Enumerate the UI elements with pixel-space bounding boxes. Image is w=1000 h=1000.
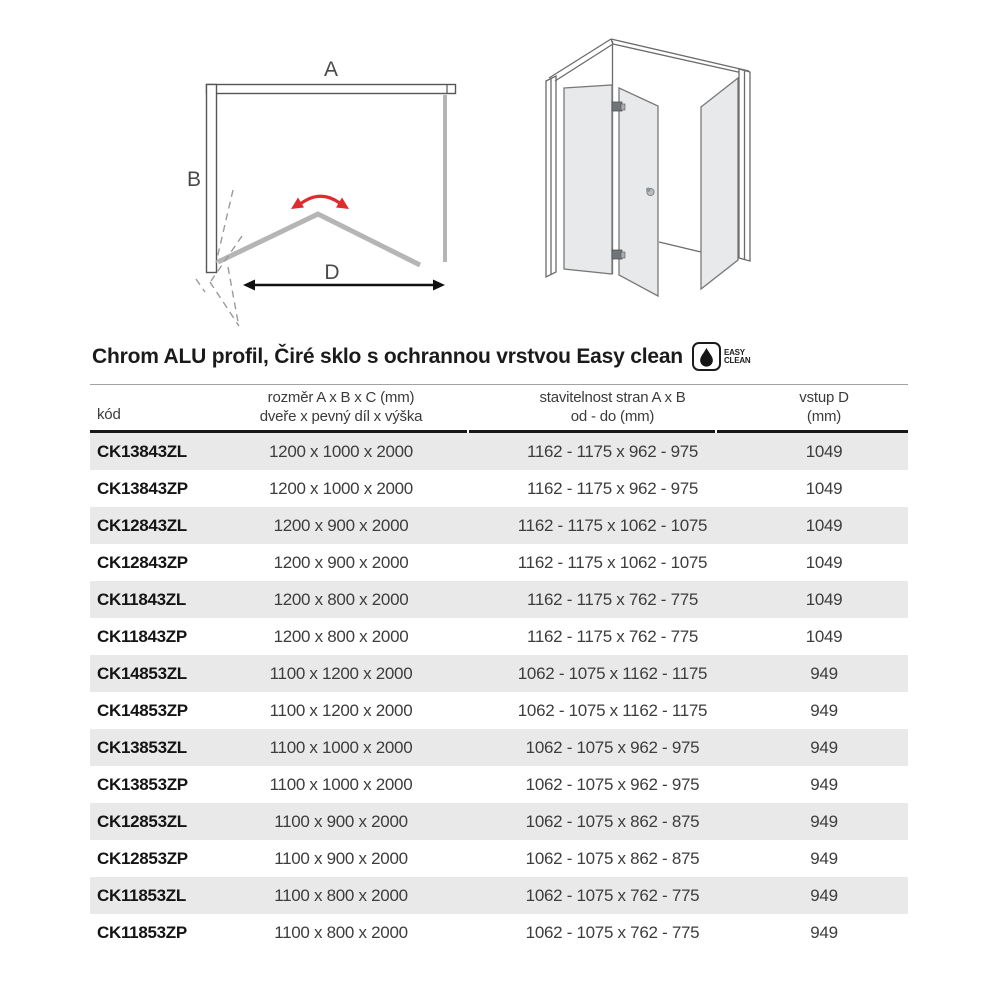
table-row (90, 914, 908, 951)
dimension-label-b: B (186, 168, 202, 191)
cell-rozmer: 1100 x 1000 x 2000 (269, 737, 413, 757)
cell-rozmer: 1200 x 900 x 2000 (273, 515, 409, 535)
easy-clean-badge (692, 342, 751, 371)
cell-rozmer: 1100 x 900 x 2000 (274, 848, 408, 868)
table-row (90, 470, 908, 507)
cell-kod: CK11853ZL (97, 885, 186, 905)
swing-arrow-icon (291, 196, 349, 209)
cell-stavitelnost: 1162 - 1175 x 762 - 775 (526, 589, 699, 609)
table-row (90, 729, 908, 766)
cell-kod: CK12853ZP (97, 848, 188, 868)
cell-stavitelnost: 1062 - 1075 x 1162 - 1175 (517, 663, 708, 683)
wall-top-profile (207, 85, 456, 94)
fixed-glass-panel (564, 85, 612, 274)
cell-vstup: 1049 (805, 478, 843, 498)
top-frame-rails (549, 39, 749, 81)
cell-rozmer: 1100 x 800 x 2000 (274, 922, 408, 942)
header-vstup-line2: (mm) (806, 407, 842, 425)
easy-clean-label (724, 349, 751, 365)
perspective-diagram (530, 20, 810, 330)
cell-rozmer: 1200 x 1000 x 2000 (269, 441, 413, 461)
cell-vstup: 1049 (805, 552, 843, 572)
cell-rozmer: 1100 x 800 x 2000 (274, 885, 408, 905)
table-row (90, 507, 908, 544)
cell-vstup: 1049 (805, 515, 843, 535)
cell-vstup: 949 (810, 811, 838, 831)
cell-stavitelnost: 1062 - 1075 x 862 - 875 (525, 811, 700, 831)
cell-stavitelnost: 1062 - 1075 x 962 - 975 (525, 737, 700, 757)
entry-width-arrow (243, 280, 445, 291)
title-row (92, 342, 912, 371)
cell-vstup: 949 (810, 663, 838, 683)
cell-stavitelnost: 1062 - 1075 x 762 - 775 (525, 885, 700, 905)
table-row (90, 433, 908, 470)
door-chevron (218, 214, 420, 265)
cell-vstup: 1049 (805, 626, 843, 646)
table-row (90, 618, 908, 655)
cell-rozmer: 1200 x 900 x 2000 (273, 552, 409, 572)
cell-stavitelnost: 1062 - 1075 x 1162 - 1175 (517, 700, 708, 720)
cell-stavitelnost: 1162 - 1175 x 962 - 975 (526, 478, 699, 498)
cell-kod: CK11843ZL (97, 589, 186, 609)
cell-vstup: 1049 (805, 441, 843, 461)
cell-kod: CK14853ZP (97, 700, 188, 720)
cell-stavitelnost: 1062 - 1075 x 962 - 975 (525, 774, 700, 794)
cell-rozmer: 1100 x 1000 x 2000 (269, 774, 413, 794)
cell-rozmer: 1200 x 800 x 2000 (273, 626, 409, 646)
cell-vstup: 949 (810, 848, 838, 868)
cell-kod: CK13853ZL (97, 737, 187, 757)
table-body (90, 433, 908, 951)
cell-rozmer: 1100 x 1200 x 2000 (269, 700, 413, 720)
dimension-label-a: A (323, 58, 339, 81)
droplet-icon (692, 342, 721, 371)
cell-rozmer: 1100 x 1200 x 2000 (269, 663, 413, 683)
header-rozmer (215, 389, 467, 426)
left-wall-post (546, 76, 556, 277)
cell-vstup: 949 (810, 885, 838, 905)
header-vstup-line1: vstup D (799, 389, 849, 407)
cell-vstup: 949 (810, 922, 838, 942)
cell-kod: CK14853ZL (97, 663, 187, 683)
cell-vstup: 949 (810, 737, 838, 757)
top-view-diagram (150, 40, 490, 340)
header-rozmer-line1: rozměr A x B x C (mm) (267, 389, 415, 407)
table-row (90, 877, 908, 914)
dimension-label-d: D (324, 261, 340, 284)
cell-vstup: 949 (810, 774, 838, 794)
cell-stavitelnost: 1062 - 1075 x 762 - 775 (525, 922, 700, 942)
floor-edge (659, 242, 701, 252)
table-row (90, 803, 908, 840)
header-stavitelnost-line2: od - do (mm) (570, 407, 655, 425)
easy-clean-label-line2: CLEAN (723, 355, 751, 365)
cell-vstup: 1049 (805, 589, 843, 609)
cell-stavitelnost: 1162 - 1175 x 1062 - 1075 (517, 552, 708, 572)
cell-rozmer: 1200 x 1000 x 2000 (269, 478, 413, 498)
header-rozmer-line2: dveře x pevný díl x výška (259, 407, 423, 425)
cell-stavitelnost: 1162 - 1175 x 1062 - 1075 (517, 515, 708, 535)
spec-table (90, 384, 908, 951)
header-stavitelnost (467, 389, 730, 426)
cell-kod: CK12843ZP (97, 552, 188, 572)
right-wall-post (739, 69, 750, 261)
cell-stavitelnost: 1162 - 1175 x 962 - 975 (526, 441, 699, 461)
cell-kod: CK13843ZP (97, 478, 188, 498)
table-row (90, 766, 908, 803)
cell-kod: CK13853ZP (97, 774, 188, 794)
cell-kod: CK12853ZL (97, 811, 187, 831)
page-title: Chrom ALU profil, Čiré sklo s ochrannou vrstvou Easy clean (92, 344, 683, 368)
cell-kod: CK11843ZP (97, 626, 187, 646)
header-underline (90, 430, 908, 433)
header-vstup (730, 389, 908, 426)
cell-kod: CK12843ZL (97, 515, 187, 535)
cell-stavitelnost: 1062 - 1075 x 862 - 875 (525, 848, 700, 868)
table-header (90, 384, 908, 430)
table-row (90, 581, 908, 618)
table-row (90, 692, 908, 729)
table-row (90, 655, 908, 692)
cell-rozmer: 1100 x 900 x 2000 (274, 811, 408, 831)
header-stavitelnost-line1: stavitelnost stran A x B (539, 389, 686, 407)
side-glass-panel (701, 78, 738, 289)
door-swing-dashes (196, 190, 242, 326)
cell-rozmer: 1200 x 800 x 2000 (273, 589, 409, 609)
cell-stavitelnost: 1162 - 1175 x 762 - 775 (526, 626, 699, 646)
cell-kod: CK13843ZL (97, 441, 187, 461)
table-row (90, 840, 908, 877)
wall-left-profile (207, 85, 217, 273)
cell-vstup: 949 (810, 700, 838, 720)
table-row (90, 544, 908, 581)
cell-kod: CK11853ZP (97, 922, 187, 942)
header-kod: kód (97, 405, 121, 423)
easy-clean-label-line1: EASY (723, 347, 745, 357)
